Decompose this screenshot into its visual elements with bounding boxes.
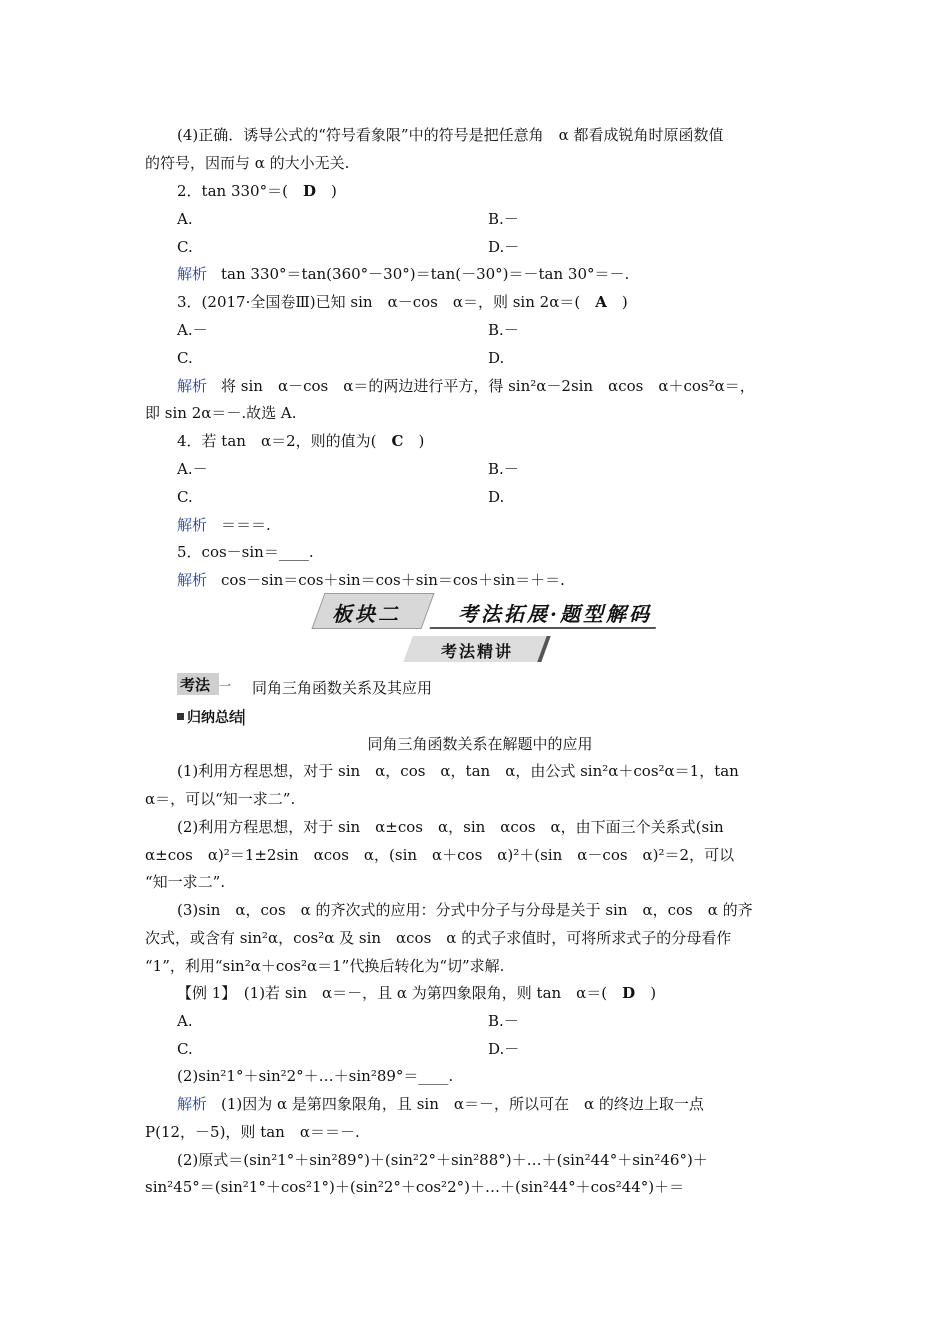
example-1: 【例 1】 (1)若 sin α＝－，且 α 为第四象限角，则 tan α＝( D ): [177, 984, 657, 1002]
question-4: 4．若 tan α＝2，则的值为( C ): [177, 432, 425, 450]
analysis: 解析 (1)因为 α 是第四象限角，且 sin α＝－，所以可在 α 的终边上取一点: [177, 1095, 704, 1113]
section-banner: [318, 593, 668, 631]
option-a: A.－: [177, 321, 208, 339]
text-line: α±cos α)²＝1±2sin αcos α，(sin α＋cos α)²＋(sin α－cos α)²＝2，可以: [145, 846, 735, 864]
text-line: “知一求二”.: [145, 873, 226, 891]
analysis: 解析 ＝＝＝.: [177, 516, 271, 534]
analysis: 解析 将 sin α－cos α＝的两边进行平方，得 sin²α－2sin αcos α＋cos²α＝，: [177, 377, 755, 395]
answer: D: [302, 182, 316, 200]
method-tag: 考法 一: [177, 673, 235, 695]
option-d: D.: [488, 349, 505, 367]
answer: D: [622, 984, 636, 1002]
question-5: 5．cos－sin＝____.: [177, 543, 314, 561]
method-title: 同角三角函数关系及其应用: [252, 679, 433, 697]
question-2: 2．tan 330°＝( D ): [177, 182, 337, 200]
option-a: A.: [177, 210, 193, 228]
option-c: C.: [177, 1040, 193, 1058]
option-b: B.－: [488, 321, 519, 339]
text-line: 的符号，因而与 α 的大小无关.: [145, 154, 350, 172]
text-line: (2)利用方程思想，对于 sin α±cos α，sin αcos α，由下面三个关系式(sin: [177, 818, 724, 836]
text-line: “1”，利用“sin²α＋cos²α＝1”代换后转化为“切”求解.: [145, 957, 505, 975]
text-line: (3)sin α，cos α 的齐次式的应用：分式中分子与分母是关于 sin α，cos α 的齐: [177, 901, 753, 919]
summary-tag: 归纳总结▏: [177, 707, 254, 727]
banner-label: 板块二: [332, 602, 401, 626]
text-line: 次式，或含有 sin²α，cos²α 及 sin αcos α 的式子求值时，可将所求式子的分母看作: [145, 929, 732, 947]
option-c: C.: [177, 238, 193, 256]
option-b: B.－: [488, 1012, 519, 1030]
section-title: 同角三角函数关系在解题中的应用: [367, 735, 593, 753]
analysis-cont: 即 sin 2α＝－.故选 A.: [145, 404, 297, 422]
text-line: (4)正确．诱导公式的“符号看象限”中的符号是把任意角 α 都看成锐角时原函数值: [177, 126, 724, 144]
option-b: B.－: [488, 460, 519, 478]
subsection-title: 考法精讲: [440, 642, 513, 661]
option-a: A.: [177, 1012, 193, 1030]
analysis: 解析 cos－sin＝cos＋sin＝cos＋sin＝cos＋sin＝＋＝.: [177, 571, 565, 589]
option-d: D.: [488, 488, 505, 506]
answer: C: [391, 432, 404, 450]
option-c: C.: [177, 349, 193, 367]
banner-title: 考法拓展·题型解码: [458, 602, 652, 626]
option-b: B.－: [488, 210, 519, 228]
question-3: 3．(2017·全国卷Ⅲ)已知 sin α－cos α＝，则 sin 2α＝( A ): [177, 293, 628, 311]
option-d: D.－: [488, 238, 520, 256]
option-c: C.: [177, 488, 193, 506]
answer: A: [595, 293, 607, 311]
option-a: A.－: [177, 460, 208, 478]
analysis-cont: P(12，－5)，则 tan α＝＝－.: [145, 1123, 360, 1141]
analysis: 解析 tan 330°＝tan(360°－30°)＝tan(－30°)＝－tan 30°＝－.: [177, 265, 630, 283]
subsection-banner: [408, 636, 546, 662]
analysis-cont: (2)原式＝(sin²1°＋sin²89°)＋(sin²2°＋sin²88°)＋…＋(sin²44°＋sin²46°)＋: [177, 1151, 708, 1169]
text-line: (1)利用方程思想，对于 sin α，cos α，tan α，由公式 sin²α＋cos²α＝1，tan: [177, 762, 739, 780]
option-d: D.－: [488, 1040, 520, 1058]
analysis-cont: sin²45°＝(sin²1°＋cos²1°)＋(sin²2°＋cos²2°)＋…＋(sin²44°＋cos²44°)＋＝: [145, 1178, 685, 1196]
example-1-part-2: (2)sin²1°＋sin²2°＋…＋sin²89°＝____.: [177, 1067, 454, 1085]
text-line: α＝，可以“知一求二”.: [145, 790, 296, 808]
